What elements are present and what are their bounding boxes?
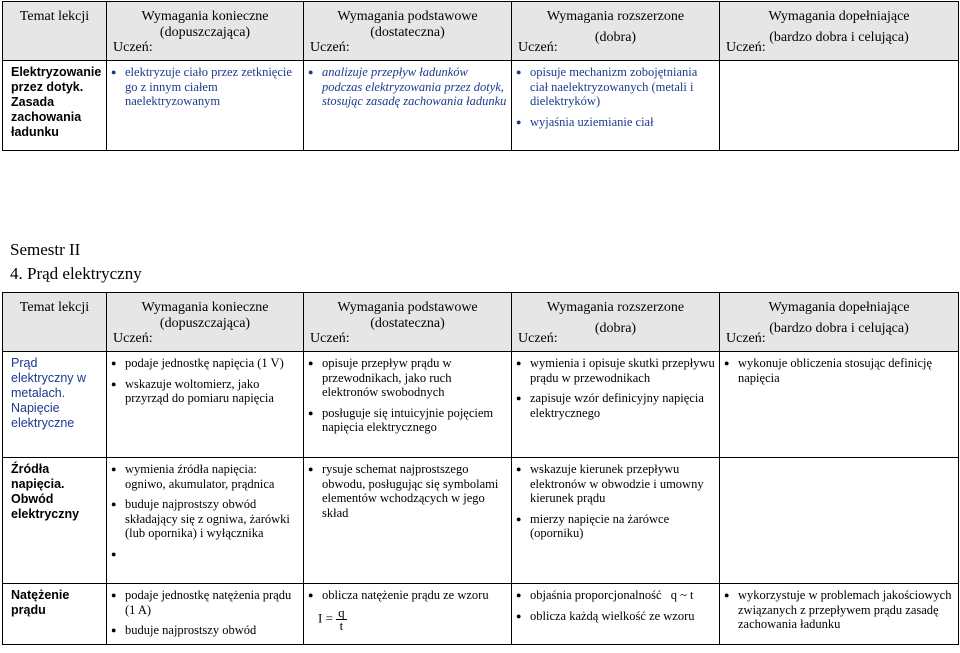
req-cell	[720, 352, 959, 458]
list-item: ● posługuje się intuicyjnie pojęciem napięcia elektrycznego	[322, 406, 507, 435]
list-item: ● wskazuje kierunek przepływu elektronów w obwodzie i umowny kierunek prądu	[530, 462, 715, 506]
header-col-2: Wymagania podstawowe (dostateczna) Uczeń:	[304, 2, 512, 61]
current-formula: I = $\frac{q}{t}$	[318, 604, 345, 633]
req-cell	[512, 584, 720, 645]
topic-cell: Źródła napięcia. Obwód elektryczny	[3, 458, 107, 584]
list-item: ● zapisuje wzór definicyjny napięcia elektrycznego	[530, 391, 715, 420]
header-col-2: Wymagania podstawowe (dostateczna) Uczeń:	[304, 293, 512, 352]
req-cell	[107, 458, 304, 584]
proportionality-formula: q ~ t	[670, 588, 694, 602]
req-cell	[107, 584, 304, 645]
req-cell	[304, 61, 512, 151]
list-item: ● buduje najprostszy obwód składający się z ogniwa, żarówki (lub opornika) i wyłącznika	[125, 497, 299, 541]
list-item: ● wskazuje woltomierz, jako przyrząd do pomiaru napięcia	[125, 377, 299, 406]
list-item: ● rysuje schemat najprostszego obwodu, posługując się symbolami elementów wchodzących w jego skład	[322, 462, 507, 520]
req-cell	[304, 352, 512, 458]
section-heading: 4. Prąd elektryczny	[10, 264, 142, 283]
header-col-4: Wymagania dopełniające (bardzo dobra i celująca) Uczeń:	[720, 2, 959, 61]
table-row	[3, 352, 959, 458]
list-item: ● podaje jednostkę napięcia (1 V)	[125, 356, 299, 371]
req-cell	[107, 61, 304, 151]
header-topic: Temat lekcji	[3, 2, 107, 61]
req-cell	[512, 352, 720, 458]
header-col-1: Wymagania konieczne (dopuszczająca) Uczeń:	[107, 293, 304, 352]
header-col-3: Wymagania rozszerzone (dobra) Uczeń:	[512, 293, 720, 352]
req-cell	[720, 458, 959, 584]
list-item: ● wykorzystuje w problemach jakościowych związanych z przepływem prądu zasadę zachowania ładunku	[738, 588, 954, 632]
list-item: ● wymienia i opisuje skutki przepływu prądu w przewodnikach	[530, 356, 715, 385]
req-cell	[304, 458, 512, 584]
req-cell	[107, 352, 304, 458]
list-item: ● wykonuje obliczenia stosując definicję napięcia	[738, 356, 954, 385]
list-item: ● buduje najprostszy obwód	[125, 623, 299, 638]
list-item: ● analizuje przepływ ładunków podczas elektryzowania przez dotyk, stosując zasadę zachowania ładunku	[322, 65, 507, 109]
requirements-table-1	[2, 1, 959, 151]
list-item: ● oblicza natężenie prądu ze wzoru I = $\frac{q}{t}$	[322, 588, 507, 632]
topic-cell: Prąd elektryczny w metalach. Napięcie elektryczne	[3, 352, 107, 458]
list-item: ● podaje jednostkę natężenia prądu (1 A)	[125, 588, 299, 617]
list-item: ● mierzy napięcie na żarówce (oporniku)	[530, 512, 715, 541]
table-header-row	[3, 2, 959, 61]
requirements-table-2	[2, 292, 959, 645]
list-item: ● opisuje mechanizm zobojętniania ciał naelektryzowanych (metali i dielektryków)	[530, 65, 715, 109]
topic-cell: Elektryzowanie przez dotyk. Zasada zachowania ładunku	[3, 61, 107, 151]
list-item: ● elektryzuje ciało przez zetknięcie go z innym ciałem naelektryzowanym	[125, 65, 299, 109]
req-cell	[304, 584, 512, 645]
header-col-1: Wymagania konieczne (dopuszczająca) Uczeń:	[107, 2, 304, 61]
semester-heading: Semestr II	[10, 240, 81, 259]
header-topic: Temat lekcji	[3, 293, 107, 352]
req-cell	[720, 61, 959, 151]
list-item	[125, 547, 299, 561]
header-col-4: Wymagania dopełniające (bardzo dobra i celująca) Uczeń:	[720, 293, 959, 352]
table-row	[3, 584, 959, 645]
list-item: ● oblicza każdą wielkość ze wzoru	[530, 609, 715, 624]
req-cell	[720, 584, 959, 645]
topic-cell: Natężenie prądu	[3, 584, 107, 645]
list-item: ● opisuje przepływ prądu w przewodnikach, jako ruch elektronów swobodnych	[322, 356, 507, 400]
table-row	[3, 458, 959, 584]
req-cell	[512, 61, 720, 151]
header-col-3: Wymagania rozszerzone (dobra) Uczeń:	[512, 2, 720, 61]
list-item: ● objaśnia proporcjonalność q ~ t	[530, 588, 715, 603]
list-item: ● wymienia źródła napięcia: ogniwo, akumulator, prądnica	[125, 462, 299, 491]
req-cell	[512, 458, 720, 584]
table-row	[3, 61, 959, 151]
table-header-row	[3, 293, 959, 352]
list-item: ● wyjaśnia uziemianie ciał	[530, 115, 715, 130]
